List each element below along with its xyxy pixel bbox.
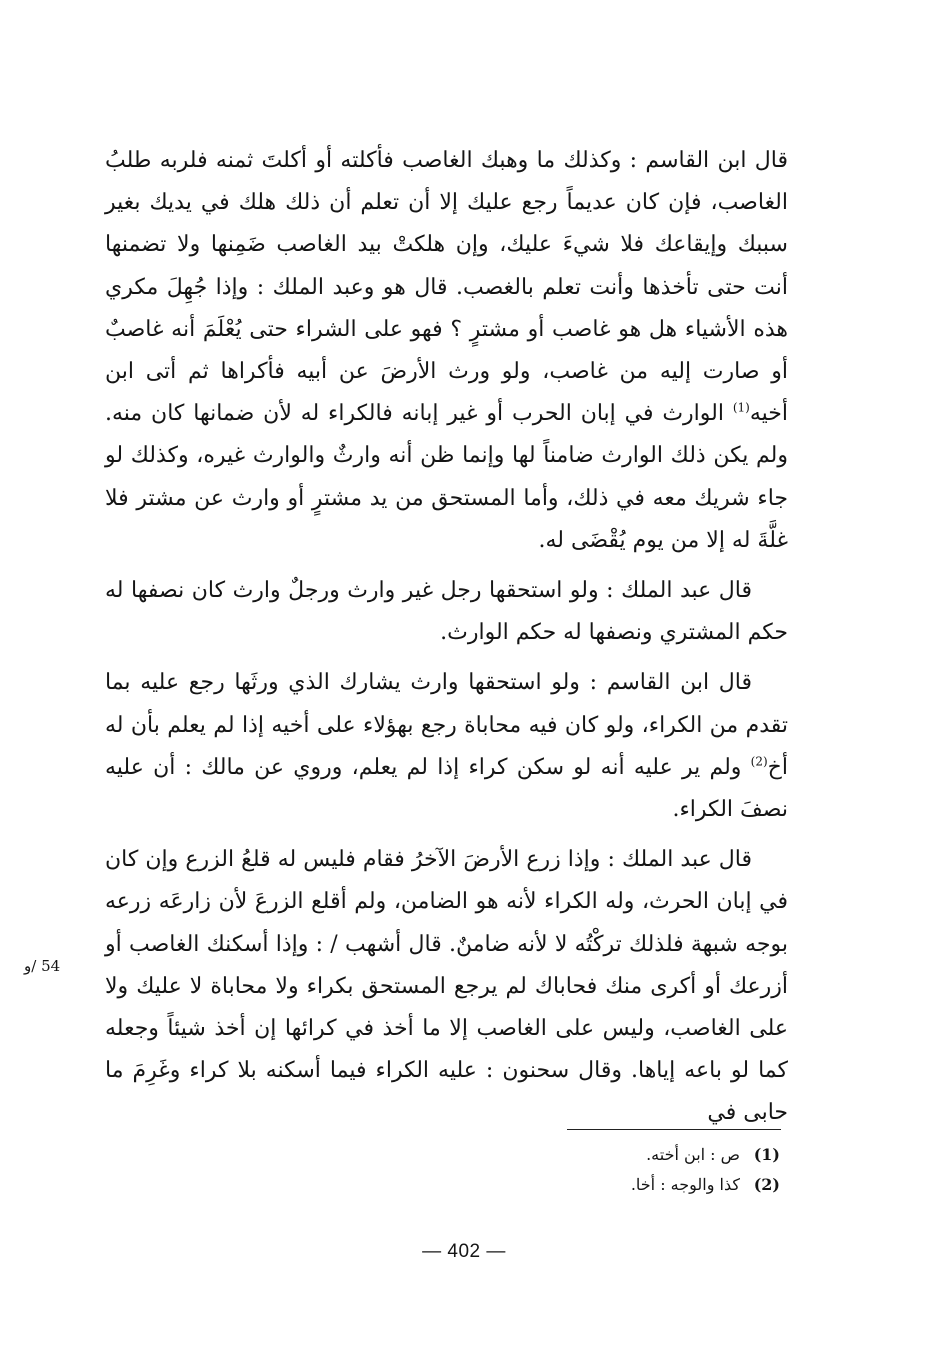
footnote-2-number: (2) bbox=[753, 1175, 780, 1194]
paragraph-1 bbox=[105, 140, 788, 562]
paragraph-1-text: قال ابن القاسم : وكذلك ما وهبك الغاصب فأكلته أو أكلتَ ثمنه فلربه طلبُ الغاصب، فإن كان عديماً رجع عليك إلا أن تعلم أن ذلك هلك في يديك بغير سببك وإيقاعك فلا شيءَ عليك، وإن هلكتْ بيد الغاصب ضَمِنها ولا تضمنها أنت حتى تأخذها وأنت تعلم بالغصب. قال هو وعبد الملك : وإذا جُهِلَ مكري هذه الأشياء هل هو غاصب أو مشترٍ ؟ فهو على الشراء حتى يُعْلَمَ أنه غاصبٌ أو صارت إليه من غاصب، ولو ورث الأرضَ عن أبيه فأكراها ثم أتى ابن أخيه bbox=[105, 148, 789, 427]
footnote-2-text: كذا والوجه : أخا. bbox=[630, 1175, 740, 1194]
footnote-1-number: (1) bbox=[753, 1145, 780, 1164]
footnote-marker-1: (1) bbox=[732, 400, 750, 415]
footnotes bbox=[420, 1140, 780, 1200]
footnote-marker-2: (2) bbox=[750, 754, 768, 769]
paragraph-3 bbox=[105, 662, 788, 831]
footnote-2 bbox=[420, 1170, 780, 1200]
footnote-separator bbox=[567, 1129, 781, 1130]
folio-margin-note: 54 /و bbox=[24, 957, 61, 975]
footnote-1-text: ص : ابن أخته. bbox=[646, 1145, 740, 1164]
footnote-1 bbox=[420, 1140, 780, 1170]
main-text bbox=[105, 140, 788, 1135]
paragraph-4: قال عبد الملك : وإذا زرع الأرضَ الآخرُ فقام فليس له قلعُ الزرع وإن كان في إبان الحرث، وله الكراء لأنه هو الضامن، ولم أقلع الزرعَ لأن زارعَه زرعه بوجه شبهة فلذلك تركْتُه لا لأنه ضامنٌ. قال أشهب / : وإذا أسكنك الغاصب أو أزرعك أو أكرى منك فحاباك لم يرجع المستحق بكراء ولا محاباة لا عليك ولا على الغاصب، وليس على الغاصب إلا ما أخذ في كرائها إن أخذ شيئاً وجعله كما لو باعه إياها. وقال سحنون : عليه الكراء فيما أسكنه بلا كراء وغَرِمَ ما حابى في bbox=[105, 847, 788, 1126]
paragraph-3-text: قال ابن القاسم : ولو استحقها وارث يشارك الذي ورثَها رجع عليه بما تقدم من الكراء، ولو كان فيه محاباة رجع بهؤلاء على أخيه إذا لم يعلم بأن له أخ bbox=[105, 670, 788, 780]
paragraph-1-continuation: الوارث في إبان الحرب أو غير إبانه فالكراء له لأن ضمانها كان منه. ولم يكن ذلك الوارث ضامناً لها وإنما ظن أنه وارثٌ والوارث غيره، وكذلك لو جاء شريك معه في ذلك، وأما المستحق من يد مشترٍ أو وارث عن مشتر فلا غلَّةَ له إلا من يوم يُقْضَى له. bbox=[105, 401, 788, 553]
paragraph-3-continuation: ولم ير عليه أنه لو سكن كراء إذا لم يعلم، وروي عن مالك : أن عليه نصفَ الكراء. bbox=[105, 754, 788, 823]
paragraph-2: قال عبد الملك : ولو استحقها رجل غير وارث ورجلٌ وارث كان نصفها له حكم المشتري ونصفها له حكم الوارث. bbox=[105, 578, 788, 646]
page-number: — 402 — bbox=[422, 1241, 506, 1262]
